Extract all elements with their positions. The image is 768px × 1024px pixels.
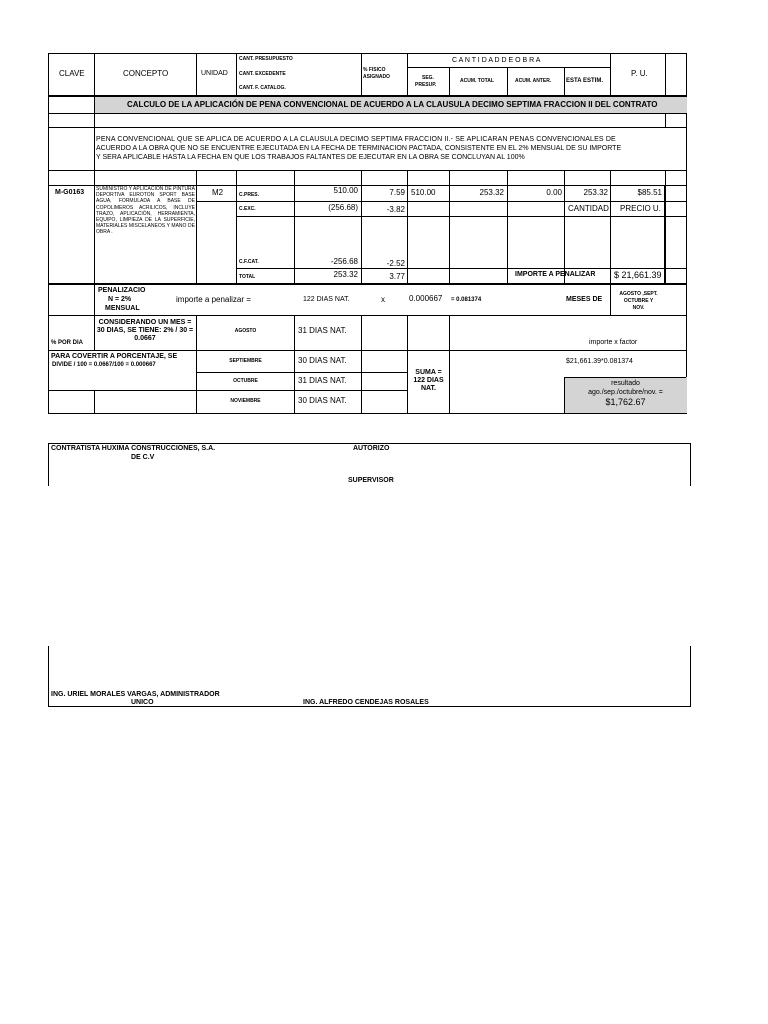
header-esta-estim: ESTA ESTIM.: [566, 78, 604, 84]
ing-uriel-line-2: UNICO: [131, 699, 154, 706]
header-pct-fisico: % FISICO: [363, 67, 386, 73]
meses-line-3: NOV.: [632, 305, 645, 311]
penalty-text-line-1: PENA CONVENCIONAL QUE SE APLICA DE ACUERDO A LA CLAUSULA DECIMO SEPTIMA FRACCION II.- SE APLICARAN PENAS CONVENCIONALES DE: [96, 136, 616, 143]
header-cant-presupuesto: CANT. PRESUPUESTO: [239, 56, 293, 62]
considerando-text: CONSIDERANDO UN MES = 30 DIAS, SE TIENE: 2% / 30 = 0.0667: [96, 319, 194, 342]
octubre-dias: 31 DIAS NAT.: [298, 376, 347, 385]
header-acum-anter: ACUM. ANTER.: [515, 78, 552, 84]
para-convertir-1: PARA COVERTIR A PORCENTAJE, SE: [51, 353, 178, 360]
pct-por-dia: % POR DIA: [51, 340, 84, 346]
header-cant-excedente: CANT. EXCEDENTE: [239, 71, 286, 77]
meses-line-2: OCTUBRE Y: [623, 298, 654, 304]
item-concepto: SUMINISTRO Y APLICACIÓN DE PINTURA DEPORTIVA EUROTON SPORT BASE AGUA, FORMULADA A BASE DE COPOLIMEROS ACRILICOS, INCLUYE TRAZO, APLICACIÓN, HERRAMIENTA, EQUIPO, LIMPIEZA DE LA SUPERFICIE, MATERIALES MISCELANEOS Y MANO DE OBRA .: [96, 186, 196, 236]
header-acum-total: ACUM. TOTAL: [460, 78, 494, 84]
header-presup: PRESUP.: [415, 82, 437, 88]
cpres-pct: 7.59: [389, 188, 405, 197]
item-label-total: TOTAL: [239, 274, 256, 280]
penal-dias: 122 DIAS NAT.: [303, 296, 350, 303]
meses-label: MESES DE: [566, 296, 603, 303]
resultado-label-1: resultado: [611, 380, 640, 387]
agosto-dias: 31 DIAS NAT.: [298, 326, 347, 335]
contratista-line-2: DE C.V: [131, 454, 155, 461]
contratista-line-1: CONTRATISTA HUXIMA CONSTRUCCIONES, S.A.: [51, 445, 216, 452]
penal-label-3: MENSUAL: [105, 305, 140, 312]
header-seg: SEG.: [422, 75, 434, 81]
header-asignado: ASIGNADO: [363, 74, 390, 80]
item-label-cexc: C.EXC.: [239, 206, 256, 212]
suma-2: 122 DIAS: [413, 377, 444, 384]
banner-title: CALCULO DE LA APLICACIÓN DE PENA CONVENCIONAL DE ACUERDO A LA CLAUSULA DECIMO SEPTIMA FRACCION II DEL CONTRATO: [127, 100, 658, 109]
month-septiembre: SEPTIEMBRE: [229, 358, 262, 364]
penalty-text-line-3: Y SERA APLICABLE HASTA LA FECHA EN QUE LOS TRABAJOS FALTANTES DE EJECUTAR EN LA OBRA SE CONCLUYAN AL 100%: [96, 154, 525, 161]
total-value: 253.32: [333, 270, 358, 279]
ing-alfredo: ING. ALFREDO CENDEJAS ROSALES: [303, 699, 429, 706]
suma-1: SUMA =: [415, 369, 442, 376]
item-label-cpres: C.PRES.: [239, 192, 260, 198]
cexc-value: (256.68): [328, 203, 358, 212]
month-agosto: AGOSTO: [234, 328, 257, 334]
item-label-cfcat: C.F.CAT.: [239, 259, 259, 265]
supervisor-label: SUPERVISOR: [348, 477, 394, 484]
seg-presup-value: 510.00: [411, 188, 436, 197]
penal-label-1: PENALIZACIO: [98, 287, 146, 294]
noviembre-dias: 30 DIAS NAT.: [298, 396, 347, 405]
cantidad-label: CANTIDAD: [568, 204, 609, 213]
header-pu: P. U.: [631, 69, 648, 78]
header-cant-f-catalog: CANT. F. CATALOG.: [239, 85, 286, 91]
septiembre-dias: 30 DIAS NAT.: [298, 356, 347, 365]
acum-anter-value: 0.00: [546, 188, 562, 197]
penalty-text-line-2: ACUERDO A LA OBRA QUE NO SE ENCUENTRE EJECUTADA EN LA FECHA DE TERMINACION PACTADA, CONSISTENTE EN EL 2% MENSUAL DE SU IMPORTE: [96, 145, 622, 152]
precio-label: PRECIO U.: [620, 204, 661, 213]
cfcat-pct: -2.52: [386, 259, 405, 268]
month-octubre: OCTUBRE: [233, 378, 258, 384]
header-clave: CLAVE: [59, 69, 85, 78]
penal-label-2: N = 2%: [108, 296, 132, 303]
item-clave: M-G0163: [55, 189, 85, 196]
formula: $21,661.39*0.081374: [566, 358, 633, 365]
resultado-value: $1,762.67: [605, 397, 646, 407]
acum-total-value: 253.32: [479, 188, 504, 197]
cpres-value: 510.00: [333, 186, 358, 195]
autorizo-label: AUTORIZO: [353, 445, 390, 452]
resultado-label-2: ago./sep./octubre/nov. =: [588, 389, 663, 396]
header-unidad: UNIDAD: [201, 70, 228, 77]
para-convertir-2: DIVIDE / 100 = 0.0667/100 = 0.000667: [52, 362, 156, 368]
importe-a-penalizar-value: $ 21,661.39: [614, 270, 662, 280]
suma-3: NAT.: [420, 385, 437, 392]
pu-value: $85.51: [637, 188, 662, 197]
cexc-pct: -3.82: [386, 205, 405, 214]
ing-uriel-line-1: ING. URIEL MORALES VARGAS, ADMINISTRADOR: [51, 691, 220, 698]
cfcat-value: -256.68: [330, 257, 358, 266]
importe-a-penalizar-label: IMPORTE A PENALIZAR: [515, 271, 596, 278]
penal-result: = 0.081374: [451, 297, 482, 303]
importe-x-factor: importe x factor: [589, 339, 638, 346]
item-unidad: M2: [212, 188, 224, 197]
importe-penalizar-text: importe a penalizar =: [176, 295, 251, 304]
esta-estim-value: 253.32: [583, 188, 608, 197]
total-pct: 3.77: [389, 272, 405, 281]
meses-line-1: AGOSTO ,SEPT.: [619, 291, 658, 297]
month-noviembre: NOVIEMBRE: [230, 398, 261, 404]
penal-x: x: [381, 295, 385, 304]
penal-factor: 0.000667: [409, 294, 443, 303]
header-concepto: CONCEPTO: [123, 69, 169, 78]
header-cantidad-de-obra: C A N T I D A D D E O B R A: [452, 57, 541, 64]
